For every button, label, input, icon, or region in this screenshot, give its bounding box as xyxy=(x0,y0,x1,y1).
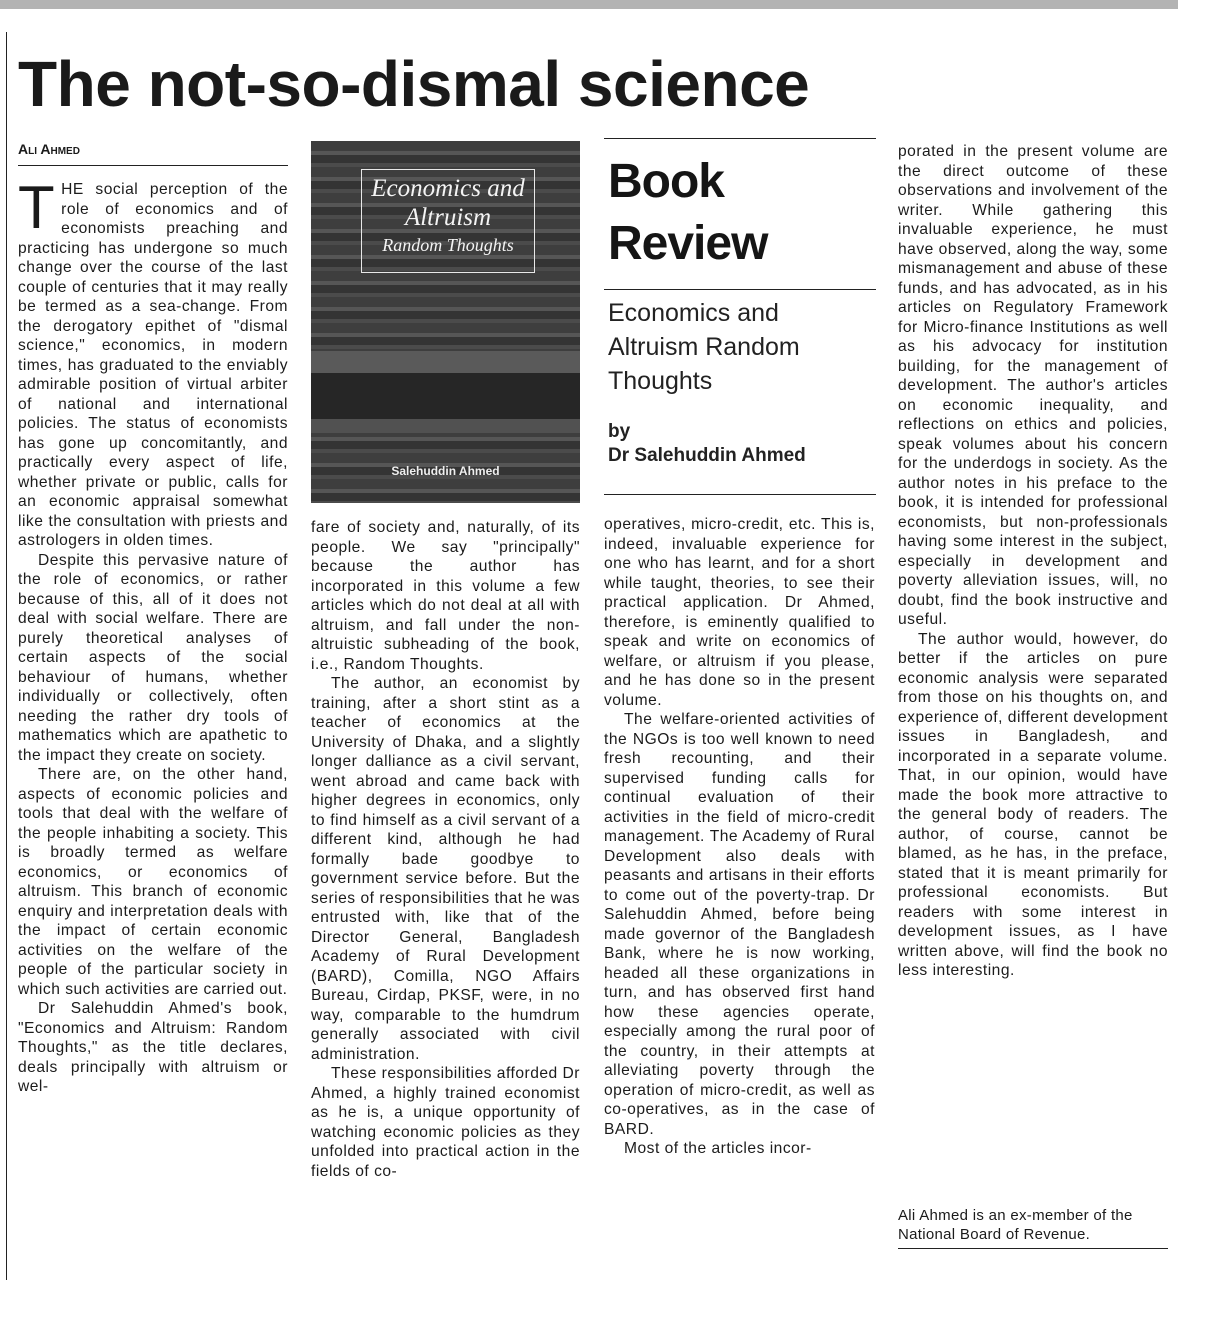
paragraph-1 xyxy=(18,174,288,551)
book-review-infobox xyxy=(604,138,876,495)
top-gray-bar xyxy=(0,0,1178,9)
paragraph-3: There are, on the other hand, aspects of economic policies and tools that deal with the welfare of the people inhabiting a society. This is broadly termed as welfare economics, or economics of altruism. This branch of economic enquiry and interpretation deals with the impact of certain economic activities on the welfare of the people of the particular society in which such activities are carried out. xyxy=(18,766,288,998)
paragraph-4: Dr Salehuddin Ahmed's book, "Economics and Altruism: Random Thoughts," as the title declares, deals principally with altruism or wel- xyxy=(18,1000,288,1095)
infobox-rule-bottom xyxy=(604,494,876,495)
paragraph-12: The author would, however, do better if the articles on pure economic analysis were separated from those on his thoughts on, and experience of, different development issues in Bangladesh, and incorporated in a separate volume. That, in our opinion, would have made the book more attractive to the general body of readers. The author, of course, cannot be blamed, as he has, in the preface, stated that it is meant primarily for professional economists. But readers with some interest in development issues, as I have written above, will find the book no less interesting. xyxy=(898,630,1168,979)
book-review-label: Book Review xyxy=(608,155,768,270)
cover-subtitle: Random Thoughts xyxy=(382,235,514,255)
article-headline: The not-so-dismal science xyxy=(18,48,810,120)
infobox-rule-top xyxy=(604,138,876,139)
cover-stripe xyxy=(311,351,580,373)
by-label: by xyxy=(608,421,631,442)
infobox-rule-middle xyxy=(604,289,876,290)
reviewed-book-title: Economics and Altruism Random Thoughts xyxy=(608,299,800,395)
drop-cap: T xyxy=(18,174,56,241)
book-cover-image xyxy=(311,141,580,503)
paragraph-10: Most of the articles incor- xyxy=(624,1140,812,1157)
paragraph-5: fare of society and, naturally, of its people. We say "principally" because the author has incorporated in this volume a few articles which do not deal at all with altruism, and fall under the non-altruistic subheading of the book, i.e., Random Thoughts. xyxy=(311,519,580,673)
cover-author: Salehuddin Ahmed xyxy=(391,464,500,478)
paragraph-8: operatives, micro-credit, etc. This is, indeed, invaluable experience for one who has learnt, and for a short while taught, theories, to see their practical application. Dr Ahmed, therefore, is eminently qualified to speak and write on economics of welfare, or altruism if you please, and he has done so in the present volume. xyxy=(604,516,875,709)
cover-stripe xyxy=(311,373,580,419)
author-name: Dr Salehuddin Ahmed xyxy=(608,445,806,466)
paragraph-11: porated in the present volume are the direct outcome of these observations and involvement of the writer. While gathering this invaluable experience, he must have observed, along the way, some mismanagement and abuse of these funds, and has advocated, as in his articles on Regulatory Framework for Micro-finance Institutions as well as his advocacy for institution building, for the management of development. The author's articles on economic inequality, and reflections on ethics and policies, speak volumes about his concern for the underdogs in society. As the author notes in his preface to the book, it is intended for professional economists, but non-professionals having some interest in the subject, especially in development and poverty alleviation issues, will, no doubt, find the book instructive and useful. xyxy=(898,143,1168,628)
left-margin-rule xyxy=(6,32,7,1280)
paragraph-9: The welfare-oriented activities of the NGOs is too well known to need fresh recounting, and their supervised funding calls for continual evaluation of their activities in the field of micro-credit management. The Academy of Rural Development also deals with peasants and artisans in their efforts to come out of the poverty-trap. Dr Salehuddin Ahmed, before being made governor of the Bangladesh Bank, where he is now working, headed all these organizations in turn, and has observed first hand how these agencies operate, especially among the rural poor of the country, in their attempts at alleviating poverty through the operation of micro-credit, as well as co-operatives, as in the case of BARD. xyxy=(604,711,875,1138)
paragraph-2: Despite this pervasive nature of the role of economics, or rather because of this, all of it does not deal with social welfare. There are purely theoretical analyses of certain aspects of the social behaviour of humans, whether individually or collectively, often needing the rather dry tools of mathematics which are apathetic to the impact they create on society. xyxy=(18,551,288,764)
author-byline: Ali Ahmed xyxy=(18,141,288,166)
article-column-2 xyxy=(311,518,580,1288)
paragraph-7: These responsibilities afforded Dr Ahmed, a highly trained economist as he is, a unique opportunity of watching economic policies as they unfolded into practical action in the fields of co- xyxy=(311,1065,581,1180)
cover-title-frame xyxy=(361,169,535,273)
article-column-4 xyxy=(898,142,1168,1182)
paragraph-1-text: HE social perception of the role of economics and of economists preaching and practicing has undergone so much change over the course of the last couple of centuries that it may really be termed as a sea-change. From the derogatory epithet of "dismal science," economics, in modern times, has graduated to the enviably admirable position of virtual arbiter of national and international policies. The status of economists has gone up concomitantly, and practically every aspect of life, whether private or public, calls for an economic appraisal somewhat like the consultation with priests and astrologers in olden times. xyxy=(18,181,288,549)
article-column-1 xyxy=(18,174,288,1280)
paragraph-6: The author, an economist by training, after a short stint as a teacher of economics at the University of Dhaka, and a slightly longer dalliance as a civil servant, went abroad and came back with higher degrees in economics, only to find himself as a civil servant of a different kind, although he had formally bade goodbye to government service before. But the series of responsibilities that he was entrusted with, like that of the Director General, Bangladesh Academy of Rural Development (BARD), Comilla, NGO Affairs Bureau, Cirdap, PKSF, were, in no way, comparable to the humdrum generally associated with civil administration. xyxy=(311,675,580,1063)
cover-title: Economics and Altruism xyxy=(371,175,525,231)
cover-stripe xyxy=(311,419,580,433)
article-column-3 xyxy=(604,515,875,1285)
author-footnote: Ali Ahmed is an ex-member of the National Board of Revenue. xyxy=(898,1206,1168,1249)
reviewed-book-author xyxy=(608,420,876,468)
